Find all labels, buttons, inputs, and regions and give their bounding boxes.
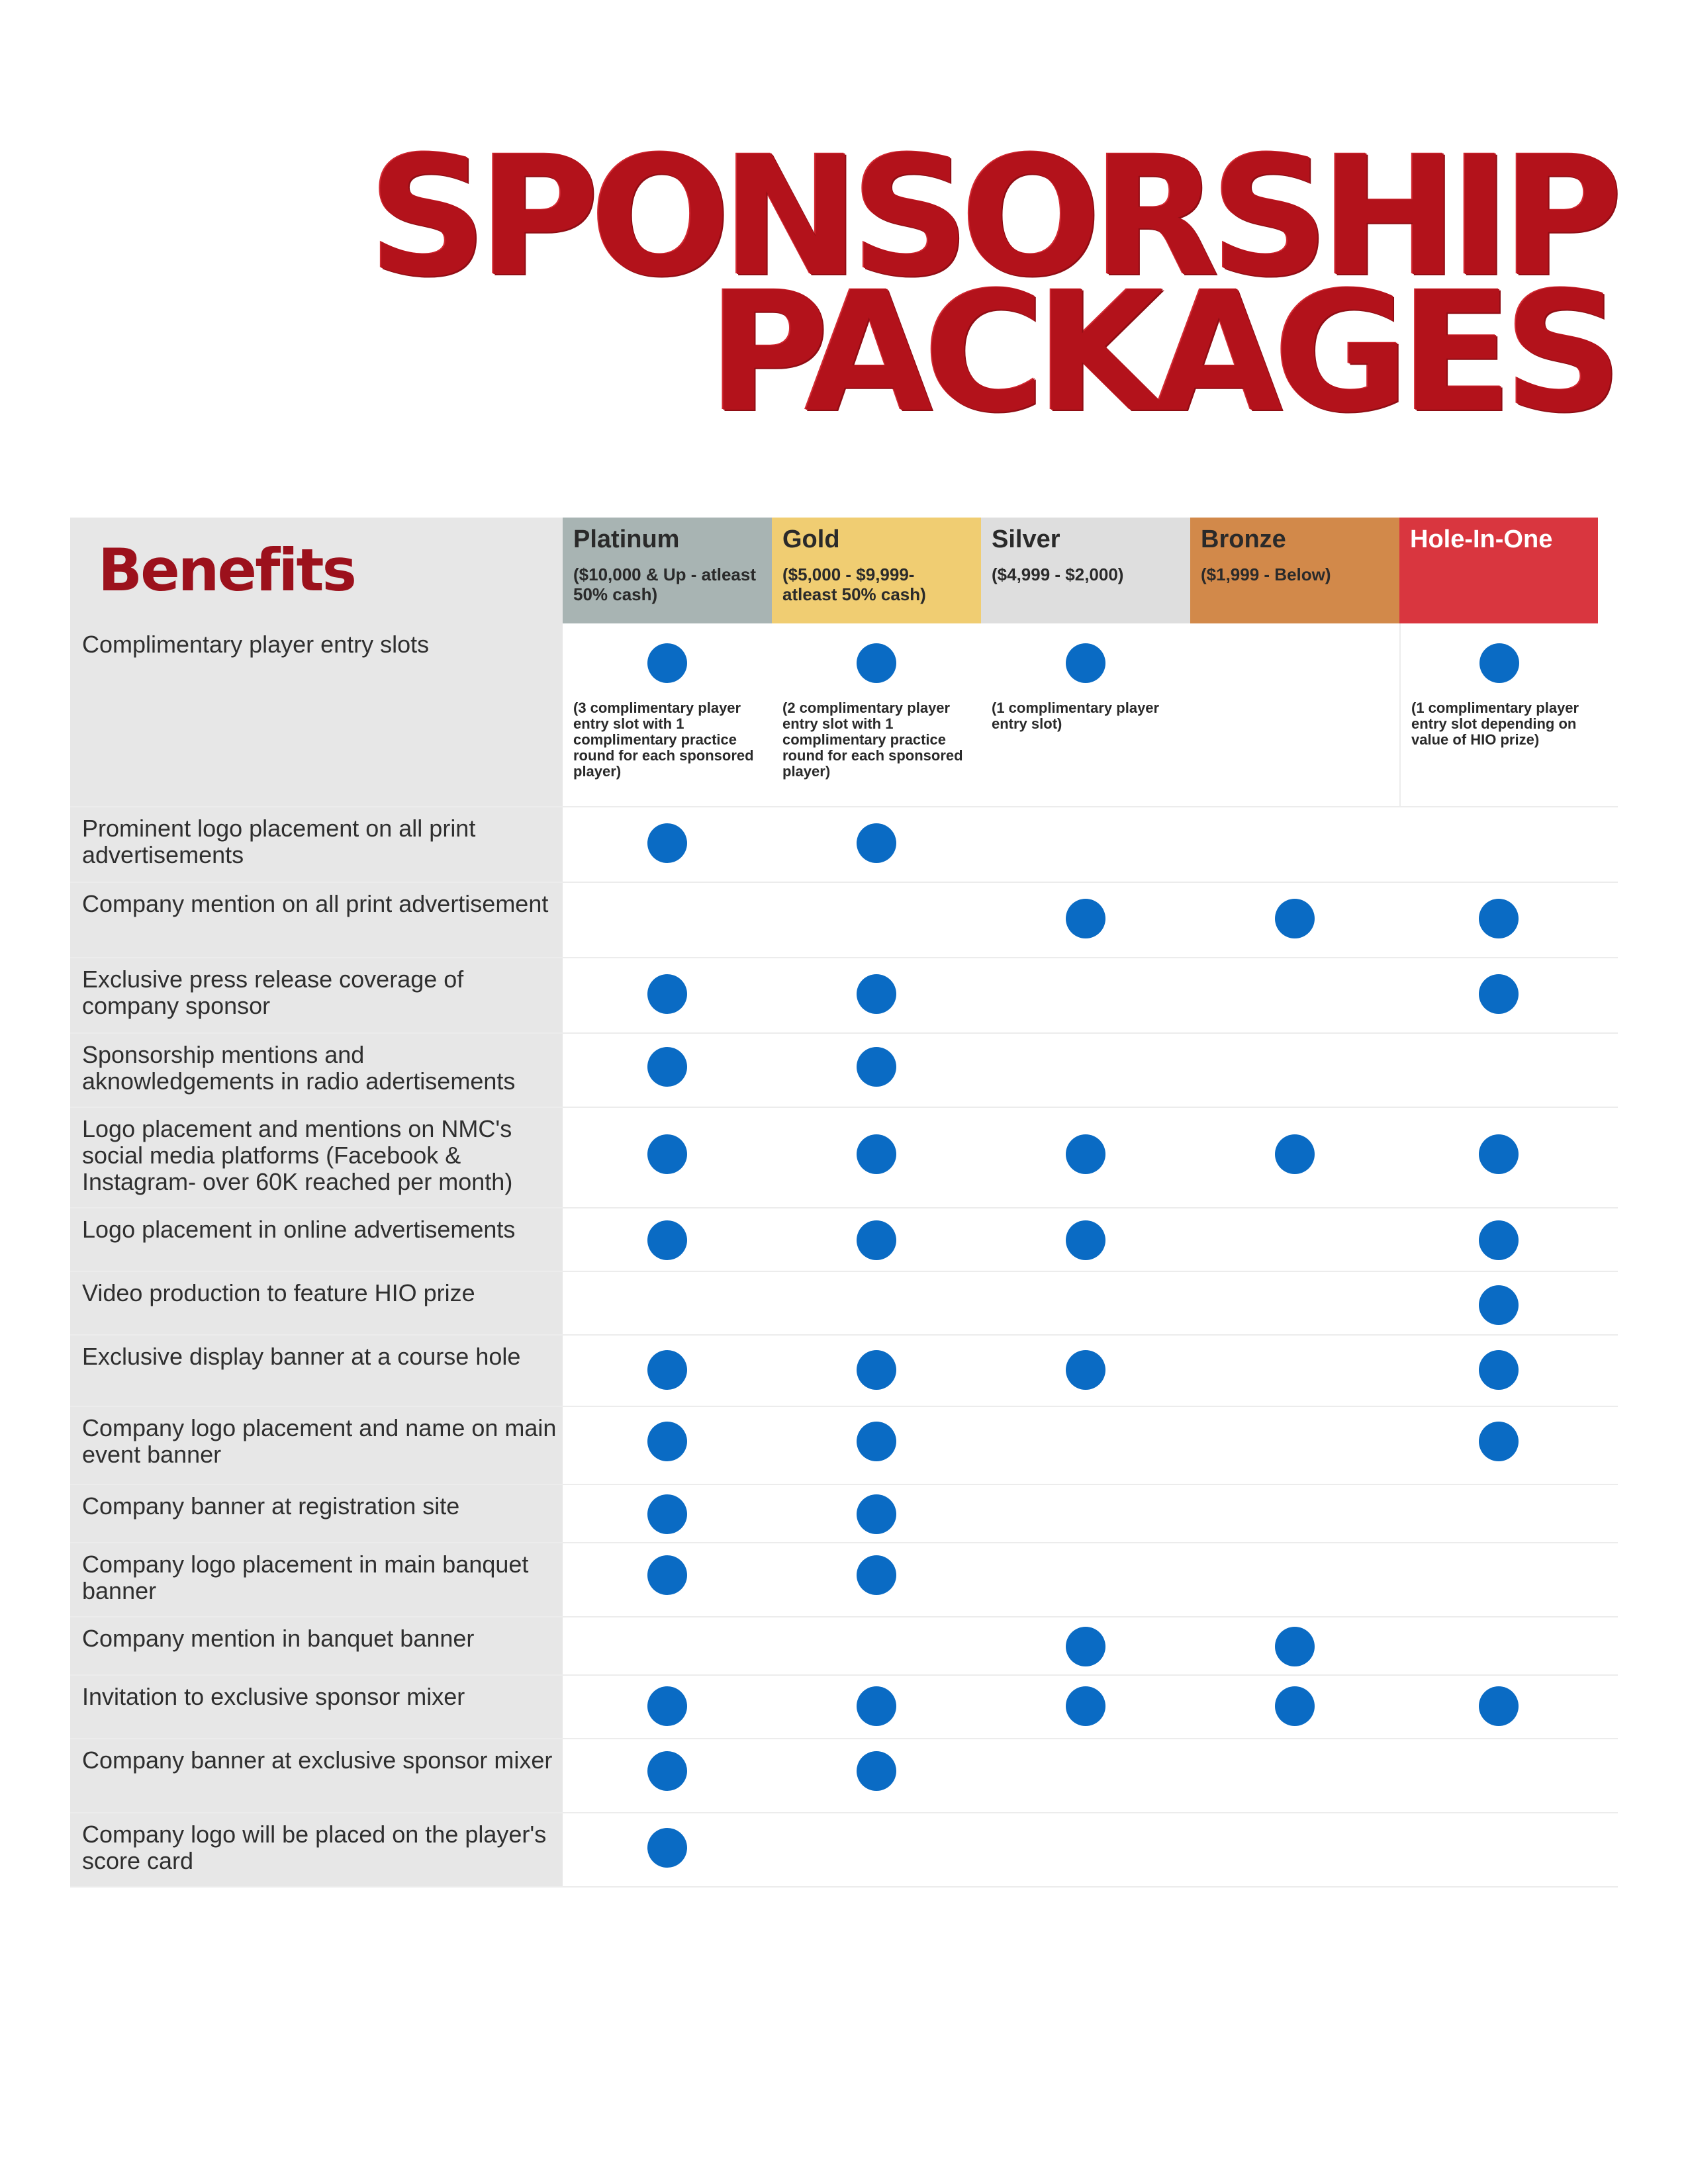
included-dot-icon (857, 1555, 896, 1595)
benefit-label: Complimentary player entry slots (70, 623, 563, 806)
benefit-cell-bronze (1190, 1208, 1399, 1271)
benefit-cell-platinum (563, 1813, 772, 1886)
benefit-cell-platinum (563, 958, 772, 1032)
included-dot-icon (1066, 643, 1105, 683)
benefit-cell-bronze (1190, 1485, 1399, 1542)
benefit-label: Prominent logo placement on all print advertisements (70, 807, 563, 882)
included-dot-icon (647, 974, 687, 1014)
included-dot-icon (1479, 899, 1519, 938)
benefit-label: Exclusive press release coverage of company sponsor (70, 958, 563, 1032)
table-row (70, 958, 1618, 1034)
tier-note: (1 complimentary player entry slot) (992, 700, 1160, 732)
benefit-label: Company logo placement in main banquet banner (70, 1543, 563, 1616)
benefit-cell-gold (772, 1336, 981, 1406)
benefit-rows (70, 623, 1618, 1888)
tier-header-platinum (563, 518, 772, 623)
included-dot-icon (647, 1220, 687, 1260)
benefit-cell-gold (772, 1485, 981, 1542)
included-dot-icon (1479, 1134, 1519, 1174)
benefit-cell-gold (772, 883, 981, 957)
included-dot-icon (647, 1751, 687, 1791)
benefits-heading: Benefits (98, 536, 355, 604)
table-row (70, 1739, 1618, 1813)
benefit-cell-silver (981, 1108, 1190, 1207)
benefit-cell-hole-in-one (1399, 1336, 1598, 1406)
tier-name: Silver (992, 525, 1060, 553)
benefits-column-header (70, 518, 563, 623)
included-dot-icon (1066, 1134, 1105, 1174)
benefit-cell-bronze (1190, 883, 1399, 957)
tier-header-hole-in-one (1399, 518, 1598, 623)
sponsorship-table (70, 518, 1618, 1888)
benefit-cell-silver (981, 1676, 1190, 1738)
benefit-cell-bronze (1190, 1617, 1399, 1674)
table-row (70, 1407, 1618, 1485)
included-dot-icon (647, 1422, 687, 1461)
benefit-cell-platinum (563, 1676, 772, 1738)
benefit-cell-bronze (1190, 1407, 1399, 1484)
benefit-cell-gold (772, 1034, 981, 1107)
included-dot-icon (1066, 1627, 1105, 1666)
benefit-cell-hole-in-one (1399, 1407, 1598, 1484)
included-dot-icon (857, 974, 896, 1014)
included-dot-icon (857, 1134, 896, 1174)
benefit-cell-gold (772, 1108, 981, 1207)
benefit-cell-silver (981, 1272, 1190, 1334)
included-dot-icon (647, 1494, 687, 1534)
benefit-cell-platinum (563, 1407, 772, 1484)
benefit-cell-platinum (563, 807, 772, 882)
benefit-label: Invitation to exclusive sponsor mixer (70, 1676, 563, 1738)
included-dot-icon (1479, 1422, 1519, 1461)
benefit-cell-bronze (1190, 623, 1399, 806)
included-dot-icon (1479, 1220, 1519, 1260)
tier-name: Hole-In-One (1410, 525, 1553, 553)
benefit-cell-gold (772, 623, 981, 806)
benefit-cell-bronze (1190, 1543, 1399, 1616)
benefit-cell-platinum (563, 1485, 772, 1542)
benefit-cell-platinum (563, 1336, 772, 1406)
included-dot-icon (857, 1751, 896, 1791)
benefit-cell-platinum (563, 1034, 772, 1107)
included-dot-icon (647, 1828, 687, 1868)
tier-name: Bronze (1201, 525, 1286, 553)
benefit-cell-silver (981, 1407, 1190, 1484)
included-dot-icon (1479, 643, 1519, 683)
benefit-cell-gold (772, 958, 981, 1032)
benefit-cell-hole-in-one (1399, 1272, 1598, 1334)
table-row (70, 1813, 1618, 1888)
benefit-cell-silver (981, 1208, 1190, 1271)
tier-header-gold (772, 518, 981, 623)
benefit-cell-hole-in-one (1399, 1617, 1598, 1674)
included-dot-icon (647, 1350, 687, 1390)
benefit-cell-bronze (1190, 1272, 1399, 1334)
included-dot-icon (647, 1686, 687, 1726)
tier-note: (2 complimentary player entry slot with 1 complimentary practice round for each sponsored player) (782, 700, 963, 780)
benefit-cell-hole-in-one (1399, 807, 1598, 882)
included-dot-icon (647, 1047, 687, 1087)
benefit-cell-bronze (1190, 1676, 1399, 1738)
benefit-cell-silver (981, 807, 1190, 882)
table-row (70, 1272, 1618, 1336)
included-dot-icon (857, 643, 896, 683)
benefit-cell-gold (772, 1676, 981, 1738)
benefit-cell-platinum (563, 883, 772, 957)
included-dot-icon (1275, 1627, 1315, 1666)
benefit-cell-platinum (563, 1108, 772, 1207)
benefit-cell-bronze (1190, 1813, 1399, 1886)
benefit-cell-platinum (563, 1543, 772, 1616)
table-row (70, 1208, 1618, 1272)
tier-price: ($5,000 - $9,999- atleast 50% cash) (782, 565, 926, 604)
benefit-cell-silver (981, 958, 1190, 1032)
table-row (70, 1108, 1618, 1208)
included-dot-icon (857, 1220, 896, 1260)
benefit-cell-platinum (563, 1272, 772, 1334)
tier-note: (3 complimentary player entry slot with 1 complimentary practice round for each sponsored player) (573, 700, 754, 780)
included-dot-icon (647, 1555, 687, 1595)
table-row (70, 1034, 1618, 1108)
benefit-cell-gold (772, 1272, 981, 1334)
benefit-cell-gold (772, 1813, 981, 1886)
benefit-label: Company logo placement and name on main event banner (70, 1407, 563, 1484)
page-title (368, 120, 1614, 449)
tier-header-silver (981, 518, 1190, 623)
benefit-label: Video production to feature HIO prize (70, 1272, 563, 1334)
tier-price: ($4,999 - $2,000) (992, 565, 1124, 584)
benefit-label: Company banner at exclusive sponsor mixer (70, 1739, 563, 1812)
included-dot-icon (647, 1134, 687, 1174)
benefit-cell-platinum (563, 1739, 772, 1812)
benefit-label: Exclusive display banner at a course hole (70, 1336, 563, 1406)
table-row (70, 1336, 1618, 1407)
benefit-label: Company banner at registration site (70, 1485, 563, 1542)
benefit-cell-platinum (563, 1208, 772, 1271)
included-dot-icon (1275, 899, 1315, 938)
table-row (70, 1676, 1618, 1739)
benefit-cell-silver (981, 1739, 1190, 1812)
title-line-2: PACKAGES (708, 256, 1614, 449)
benefit-cell-silver (981, 1336, 1190, 1406)
benefit-cell-bronze (1190, 1336, 1399, 1406)
benefit-cell-hole-in-one (1399, 883, 1598, 957)
included-dot-icon (857, 1494, 896, 1534)
included-dot-icon (857, 1350, 896, 1390)
benefit-cell-hole-in-one (1399, 623, 1598, 806)
benefit-cell-silver (981, 1485, 1190, 1542)
benefit-cell-silver (981, 1543, 1190, 1616)
included-dot-icon (1275, 1134, 1315, 1174)
tier-headers (563, 518, 1598, 623)
table-row (70, 1485, 1618, 1543)
tier-note: (1 complimentary player entry slot depending on value of HIO prize) (1411, 700, 1579, 748)
benefit-cell-hole-in-one (1399, 1543, 1598, 1616)
benefit-cell-silver (981, 623, 1190, 806)
table-header (70, 518, 1618, 623)
tier-price: ($1,999 - Below) (1201, 565, 1331, 584)
benefit-label: Company mention in banquet banner (70, 1617, 563, 1674)
benefit-cell-hole-in-one (1399, 1208, 1598, 1271)
included-dot-icon (1066, 1220, 1105, 1260)
benefit-label: Sponsorship mentions and aknowledgements in radio adertisements (70, 1034, 563, 1107)
table-row (70, 623, 1618, 807)
benefit-cell-bronze (1190, 1739, 1399, 1812)
benefit-cell-bronze (1190, 958, 1399, 1032)
included-dot-icon (1479, 1285, 1519, 1325)
benefit-cell-hole-in-one (1399, 1813, 1598, 1886)
benefit-label: Company mention on all print advertisement (70, 883, 563, 957)
benefit-cell-silver (981, 1813, 1190, 1886)
benefit-cell-gold (772, 1208, 981, 1271)
table-row (70, 1617, 1618, 1676)
tier-name: Gold (782, 525, 840, 553)
benefit-label: Logo placement in online advertisements (70, 1208, 563, 1271)
table-row (70, 807, 1618, 883)
benefit-cell-bronze (1190, 1034, 1399, 1107)
included-dot-icon (647, 643, 687, 683)
benefit-cell-hole-in-one (1399, 958, 1598, 1032)
included-dot-icon (1066, 1686, 1105, 1726)
included-dot-icon (857, 823, 896, 863)
benefit-cell-hole-in-one (1399, 1676, 1598, 1738)
benefit-cell-hole-in-one (1399, 1485, 1598, 1542)
benefit-label: Company logo will be placed on the player's score card (70, 1813, 563, 1886)
benefit-cell-gold (772, 1543, 981, 1616)
included-dot-icon (647, 823, 687, 863)
benefit-cell-hole-in-one (1399, 1108, 1598, 1207)
included-dot-icon (1275, 1686, 1315, 1726)
benefit-cell-hole-in-one (1399, 1739, 1598, 1812)
benefit-cell-silver (981, 1034, 1190, 1107)
benefit-cell-gold (772, 807, 981, 882)
table-row (70, 883, 1618, 958)
benefit-cell-platinum (563, 623, 772, 806)
benefit-cell-bronze (1190, 1108, 1399, 1207)
included-dot-icon (1479, 1686, 1519, 1726)
benefit-cell-gold (772, 1739, 981, 1812)
included-dot-icon (857, 1047, 896, 1087)
benefit-cell-silver (981, 1617, 1190, 1674)
included-dot-icon (1066, 899, 1105, 938)
benefit-cell-silver (981, 883, 1190, 957)
benefit-cell-gold (772, 1407, 981, 1484)
benefit-label: Logo placement and mentions on NMC's social media platforms (Facebook & Instagram- over 60K reached per month) (70, 1108, 563, 1207)
tier-price: ($10,000 & Up - atleast 50% cash) (573, 565, 757, 604)
tier-header-bronze (1190, 518, 1399, 623)
included-dot-icon (1479, 1350, 1519, 1390)
benefit-cell-hole-in-one (1399, 1034, 1598, 1107)
benefit-cell-gold (772, 1617, 981, 1674)
benefit-cell-platinum (563, 1617, 772, 1674)
tier-name: Platinum (573, 525, 680, 553)
table-row (70, 1543, 1618, 1617)
title-line-1: SPONSORSHIP (368, 120, 1614, 313)
included-dot-icon (857, 1422, 896, 1461)
included-dot-icon (1479, 974, 1519, 1014)
included-dot-icon (1066, 1350, 1105, 1390)
benefit-cell-bronze (1190, 807, 1399, 882)
included-dot-icon (857, 1686, 896, 1726)
